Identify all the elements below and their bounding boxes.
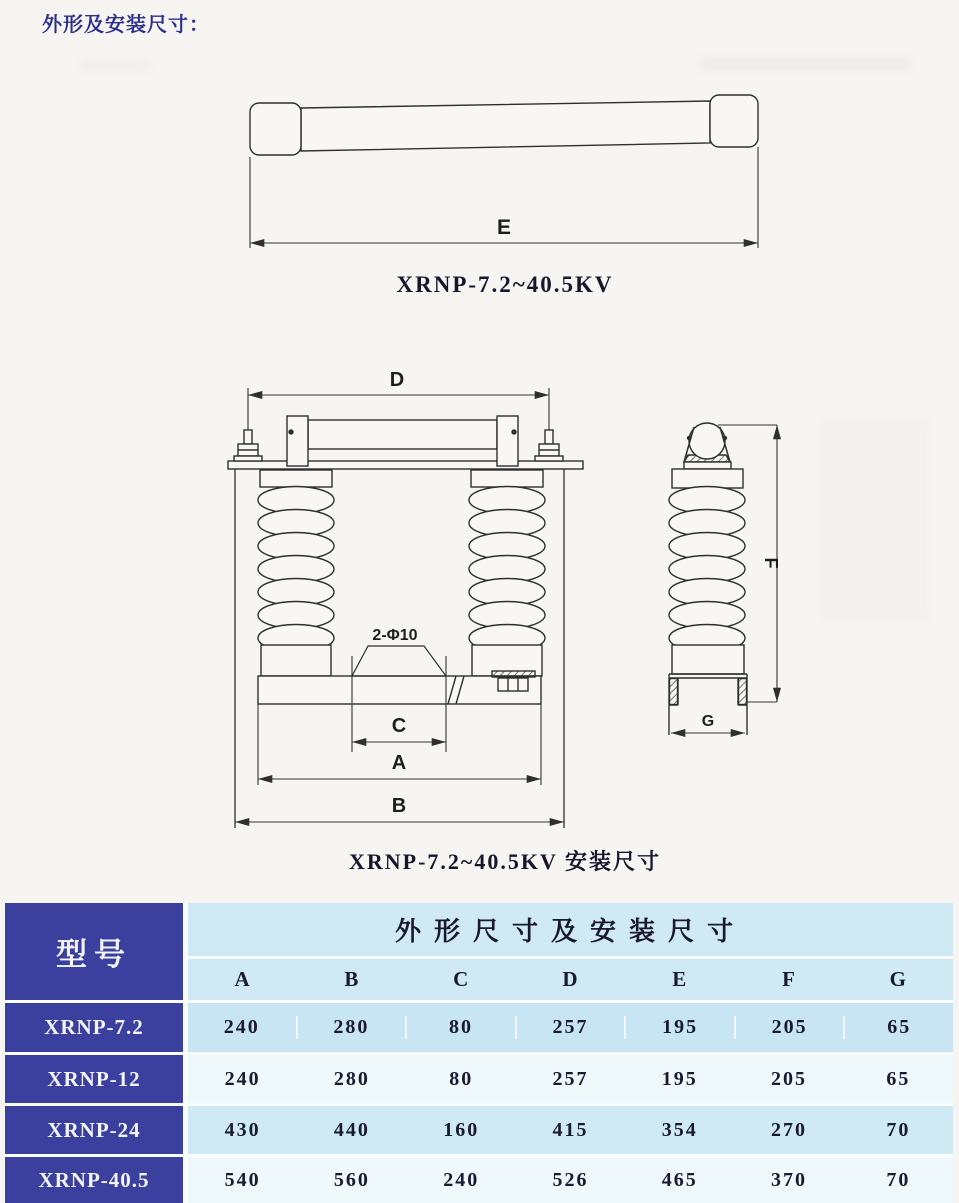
dim-value-cell: 540 <box>224 1168 261 1191</box>
model-cell: XRNP-7.2 <box>5 1003 183 1052</box>
dim-value-cell: 205 <box>736 1016 846 1039</box>
column-header: F <box>782 967 796 991</box>
dim-value-cell: 205 <box>771 1067 808 1090</box>
dim-value-cell: 240 <box>443 1168 480 1191</box>
dim-value-cell: 80 <box>449 1067 474 1090</box>
side-view-drawing <box>640 405 830 770</box>
scan-artifact <box>820 420 930 620</box>
table-row <box>188 1055 953 1103</box>
model-cell: XRNP-12 <box>5 1055 183 1103</box>
dim-value-cell: 415 <box>552 1118 589 1141</box>
dim-value-cell: 526 <box>552 1168 589 1191</box>
clamp-right <box>497 416 518 466</box>
table-row <box>188 1157 953 1203</box>
fuse-profile-drawing <box>230 85 780 270</box>
column-header: E <box>672 967 688 991</box>
fuse-clamp-side <box>684 423 730 462</box>
dim-value-cell: 70 <box>886 1168 911 1191</box>
fuse-end-cap-left <box>250 103 301 155</box>
dim-value-cell: 280 <box>333 1067 370 1090</box>
dim-label-f: F <box>761 557 781 569</box>
dim-label-d: D <box>389 369 405 391</box>
holes-note: 2-Φ10 <box>372 627 418 644</box>
dim-value-cell: 257 <box>552 1067 589 1090</box>
holes-callout <box>352 646 446 676</box>
dim-label-b: B <box>391 795 407 817</box>
column-header: G <box>889 967 907 991</box>
insulator-right <box>469 470 545 676</box>
fuse-caption: XRNP-7.2~40.5KV <box>396 272 614 297</box>
dim-label-e: E <box>496 216 512 239</box>
dimensions-table <box>5 903 953 1203</box>
dim-value-cell: 80 <box>407 1016 517 1039</box>
fuse-tube <box>301 101 710 151</box>
group-header: 外形尺寸及安装尺寸 <box>188 903 953 956</box>
mounting-caption: XRNP-7.2~40.5KV 安装尺寸 <box>349 849 661 874</box>
dim-value-cell: 440 <box>333 1118 370 1141</box>
scan-artifact <box>80 62 150 71</box>
fuse-end-cap-right <box>710 95 758 147</box>
column-header: C <box>453 967 470 991</box>
model-column-header: 型号 <box>5 903 183 1000</box>
table-row <box>188 1106 953 1154</box>
dim-value-cell: 560 <box>333 1168 370 1191</box>
dim-value-cell: 65 <box>886 1067 911 1090</box>
insulator-left <box>258 470 334 676</box>
column-header: B <box>344 967 360 991</box>
table-row <box>188 1003 953 1052</box>
dim-value-cell: 370 <box>771 1168 808 1191</box>
front-view-drawing <box>200 360 630 840</box>
dim-value-cell: 280 <box>298 1016 408 1039</box>
dim-value-cell: 240 <box>224 1067 261 1090</box>
dim-value-cell: 195 <box>626 1016 736 1039</box>
terminal-bolt-right <box>535 430 563 461</box>
dim-label-g: G <box>701 713 715 730</box>
dim-value-cell: 270 <box>771 1118 808 1141</box>
fuse-tube-front <box>308 420 497 449</box>
dim-value-cell: 70 <box>886 1118 911 1141</box>
dim-value-cell: 257 <box>517 1016 627 1039</box>
column-header-row <box>188 959 953 1000</box>
dim-value-cell: 160 <box>443 1118 480 1141</box>
dim-value-cell: 430 <box>224 1118 261 1141</box>
dim-value-cell: 195 <box>661 1067 698 1090</box>
scan-artifact <box>700 58 910 70</box>
dim-value-cell: 465 <box>661 1168 698 1191</box>
dim-label-a: A <box>391 752 407 774</box>
column-header: A <box>234 967 251 991</box>
model-cell: XRNP-40.5 <box>5 1157 183 1203</box>
dim-value-cell: 65 <box>887 1016 912 1038</box>
clamp-left <box>287 416 308 466</box>
terminal-bolt-left <box>234 430 262 461</box>
insulator-side <box>669 462 745 674</box>
model-cell: XRNP-24 <box>5 1106 183 1154</box>
page-title: 外形及安装尺寸： <box>42 14 210 36</box>
column-header: D <box>562 967 579 991</box>
dim-value-cell: 240 <box>188 1016 298 1039</box>
dim-label-c: C <box>391 715 407 737</box>
mounting-plate <box>228 461 583 469</box>
dim-value-cell: 354 <box>661 1118 698 1141</box>
